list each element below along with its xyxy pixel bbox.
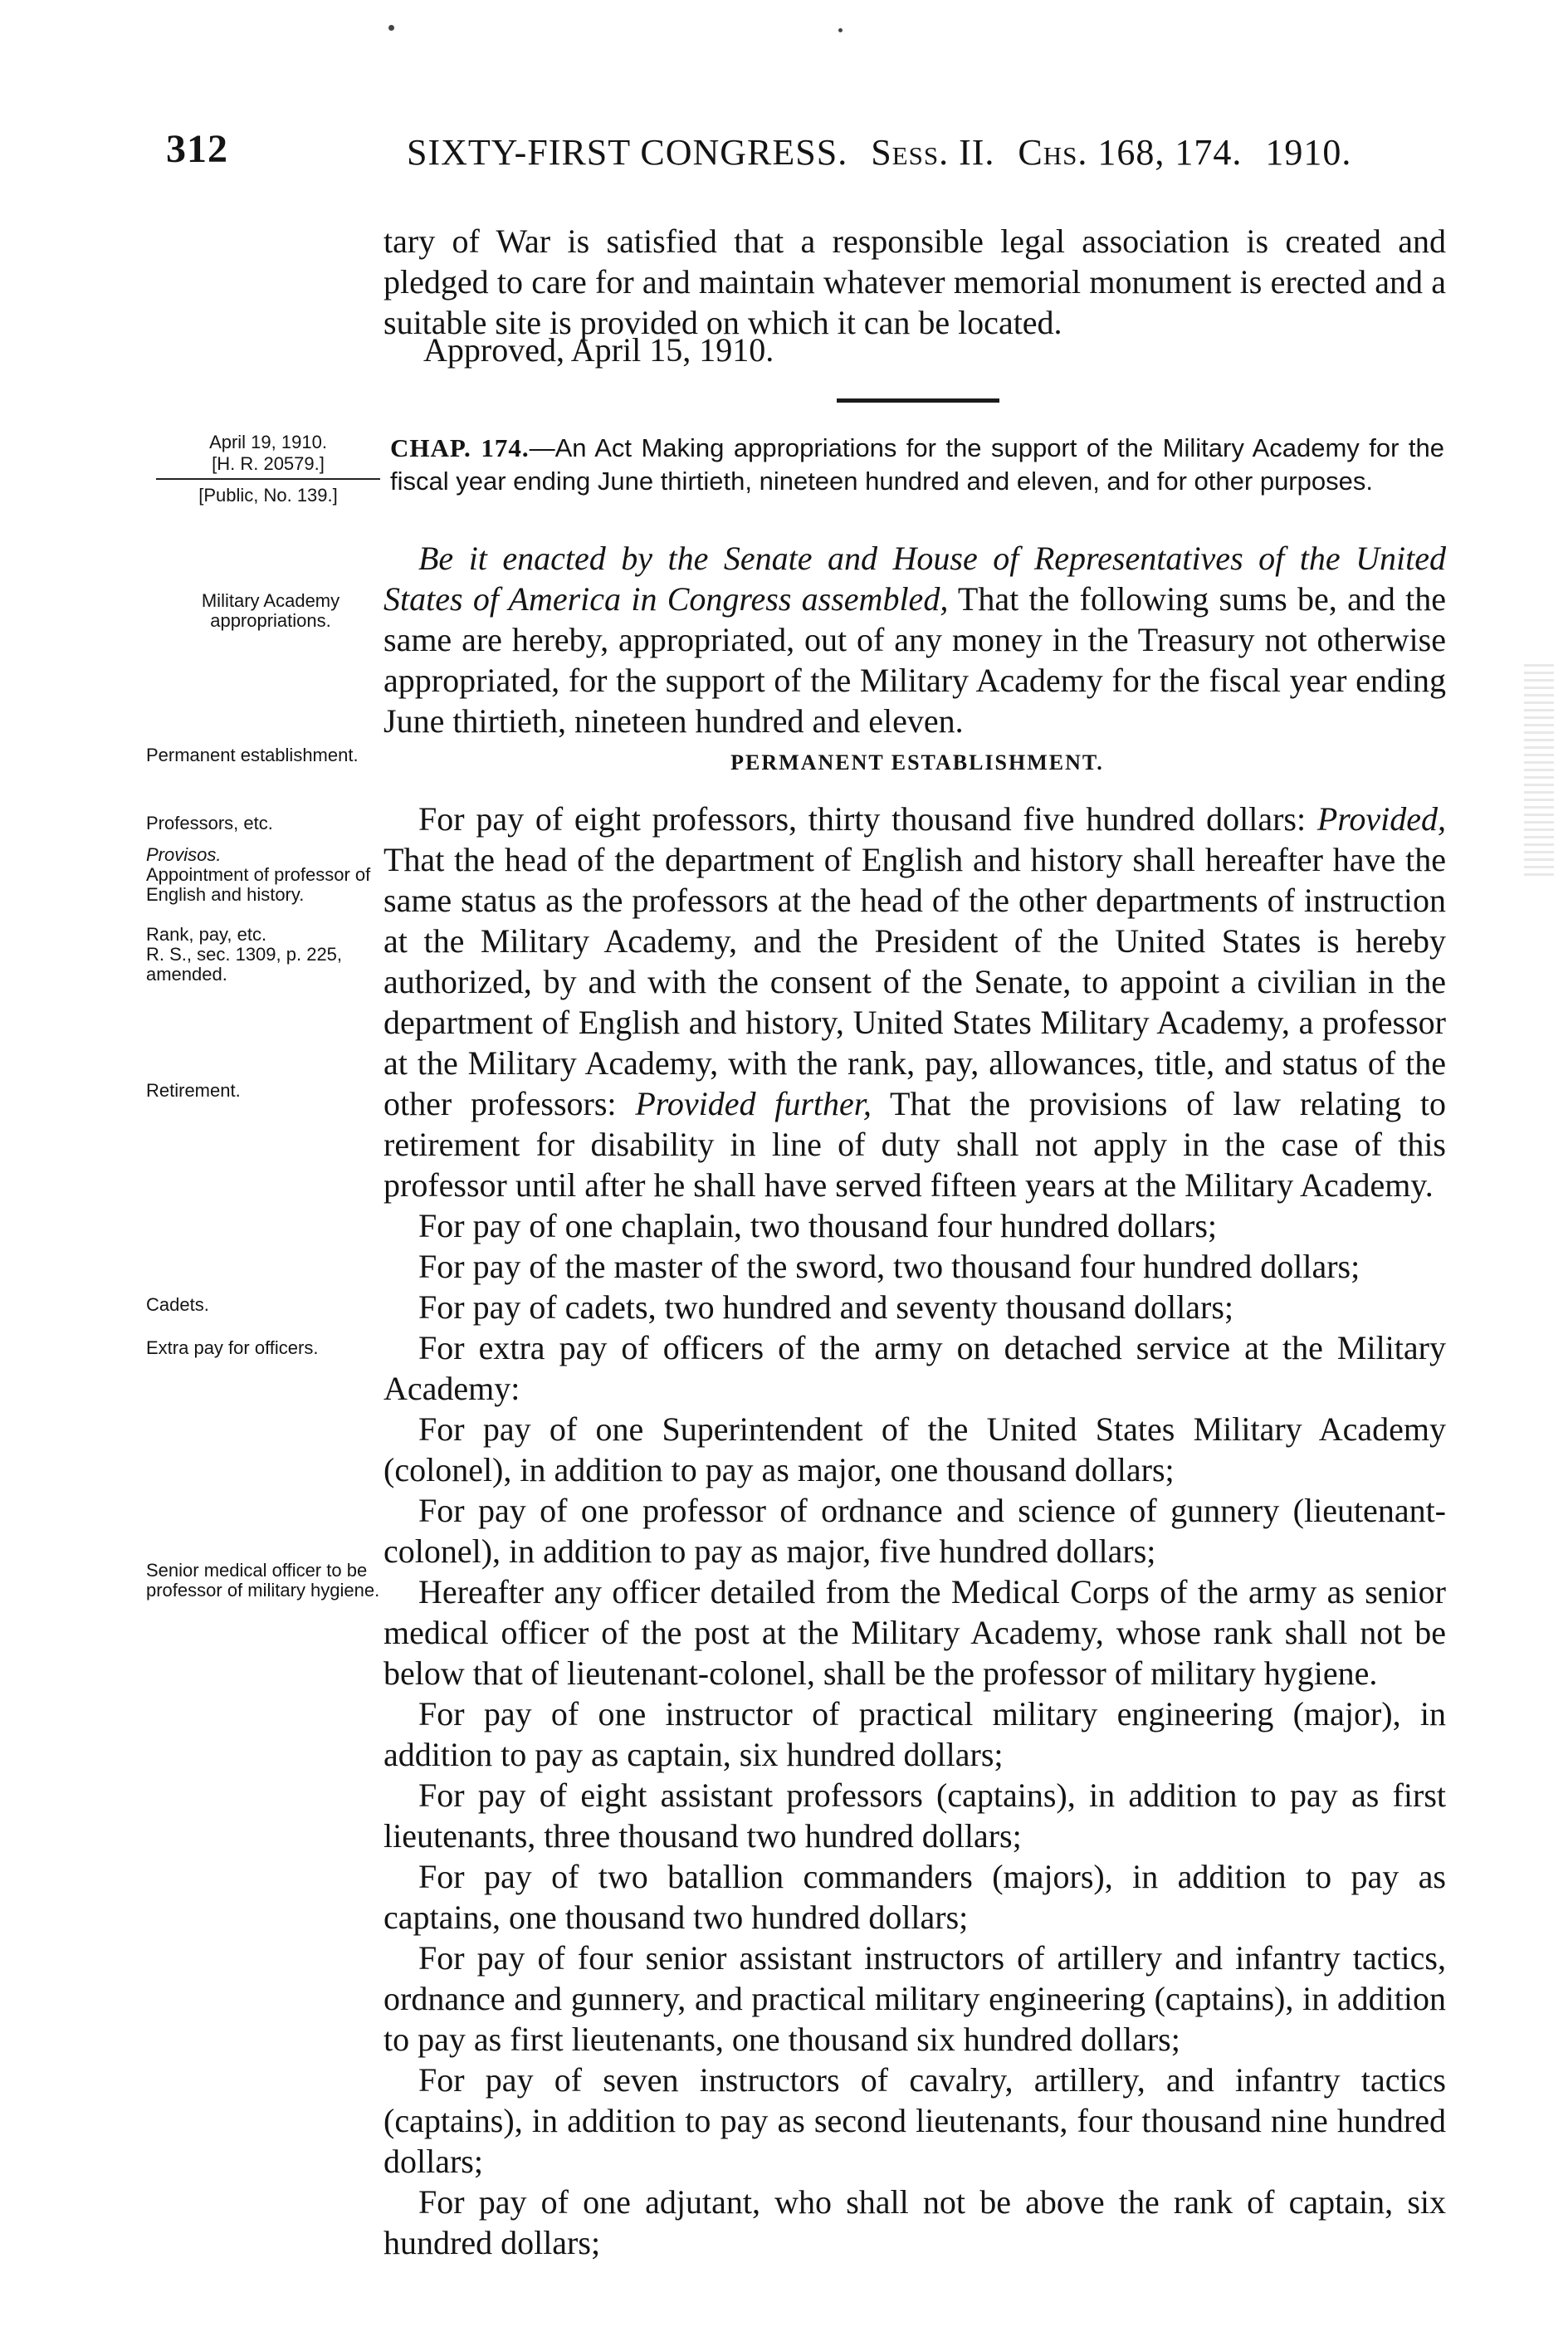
section-heading: PERMANENT ESTABLISHMENT. — [730, 750, 1104, 775]
enactment-date: April 19, 1910. — [209, 432, 327, 452]
congress-title: SIXTY-FIRST CONGRESS. — [407, 132, 848, 173]
running-head — [407, 131, 1444, 173]
chapters: Chs. 168, 174. — [1018, 132, 1243, 173]
margin-professors: Professors, etc. — [146, 813, 273, 833]
margin-rs-amended: R. S., sec. 1309, p. 225, amended. — [146, 944, 343, 985]
bill-number: [H. R. 20579.] — [156, 453, 380, 480]
margin-military-academy: Military Academy appropriations. — [201, 590, 340, 631]
speck-artifact — [388, 25, 394, 31]
continuation-text: tary of War is satisfied that a responsible legal association is created and pledged to care for and maintain whatever memorial monument is erected and a suitable site is provided on which it can be located. — [383, 222, 1446, 341]
enactment-date-block — [156, 432, 380, 506]
paragraph-ordnance-professor: For pay of one professor of ordnance and science of gunnery (lieutenant-colonel), in addition to pay as major, five hundred dollars; — [383, 1492, 1446, 1570]
proviso-provided: Provided, — [1316, 800, 1446, 838]
speck-artifact — [838, 28, 843, 32]
enacting-text: That the following sums be, and the same are hereby, appropriated, out of any money in the Treasury not otherwise appropriated, for the support of the Military Academy for the fiscal year ending June thirtieth, nineteen hundred and eleven. — [383, 580, 1446, 740]
paragraph-senior-instructors: For pay of four senior assistant instructors of artillery and infantry tactics, ordnance and gunnery, and practical military engineering (captains), in addition to pay as first lieutenants, one thousand six hundred dollars; — [383, 1939, 1446, 2058]
paragraph-engineering-instructor: For pay of one instructor of practical military engineering (major), in addition to pay as captain, six hundred dollars; — [383, 1695, 1446, 1773]
session: Sess. II. — [871, 132, 995, 173]
paragraph-assistant-professors: For pay of eight assistant professors (captains), in addition to pay as first lieutenants, three thousand two hundred dollars; — [383, 1777, 1446, 1855]
p1-text-b: That the head of the department of English and history shall hereafter have the same status as the professors at the head of the other departments of instruction at the Military Academy, and the President of the United States is hereby authorized, by and with the consent of the Senate, to appoint a civilian in the department of English and history, United States Military Academy, a professor at the Military Academy, with the rank, pay, allowances, title, and status of the other professors: — [383, 841, 1446, 1122]
margin-extra-pay: Extra pay for officers. — [146, 1337, 319, 1358]
p1-text-c: That the provisions of law relating to retirement for disability in line of duty shall not apply in the case of this professor until after he shall have served fifteen years at the Military Academy. — [383, 1085, 1446, 1204]
paragraph-instructors: For pay of seven instructors of cavalry, artillery, and infantry tactics (captains), in addition to pay as second lieutenants, four thousand nine hundred dollars; — [383, 2061, 1446, 2180]
paragraph-extra-pay: For extra pay of officers of the army on detached service at the Military Academy: — [383, 1329, 1446, 1407]
proviso-provided-further: Provided further, — [635, 1085, 872, 1122]
margin-provisos: Provisos. — [146, 844, 222, 865]
paragraph-superintendent: For pay of one Superintendent of the United States Military Academy (colonel), in addition to pay as major, one thousand dollars; — [383, 1410, 1446, 1488]
paragraph-adjutant: For pay of one adjutant, who shall not be above the rank of captain, six hundred dollars; — [383, 2183, 1446, 2261]
p1-text-a: For pay of eight professors, thirty thousand five hundred dollars: — [418, 800, 1317, 838]
chapter-description: —An Act Making appropriations for the support of the Military Academy for the fiscal year ending June thirtieth, nineteen hundred and eleven, and for other purposes. — [390, 433, 1444, 496]
paragraph-cadets: For pay of cadets, two hundred and seventy thousand dollars; — [418, 1288, 1234, 1326]
margin-retirement: Retirement. — [146, 1080, 241, 1101]
appropriations-body — [383, 799, 1446, 2263]
paragraph-medical-officer: Hereafter any officer detailed from the Medical Corps of the army as senior medical officer of the post at the Military Academy, whose rank shall not be below that of lieutenant-colonel, shall be the professor of military hygiene. — [383, 1573, 1446, 1692]
margin-appointment: Appointment of professor of English and history. — [146, 864, 371, 905]
page-number: 312 — [166, 127, 228, 171]
continuation-paragraph — [383, 221, 1446, 343]
margin-cadets: Cadets. — [146, 1294, 209, 1315]
chapter-title — [390, 432, 1444, 498]
bleed-through-artifact — [1524, 664, 1554, 880]
enacting-clause — [383, 538, 1446, 741]
chapter-label: CHAP. 174. — [390, 433, 530, 462]
margin-permanent: Permanent establishment. — [146, 745, 359, 765]
enacting-formula: Be it enacted by the Senate and House of Representatives of the United States of America in Congress assembled, — [383, 540, 1446, 618]
paragraph-master-of-sword: For pay of the master of the sword, two thousand four hundred dollars; — [418, 1248, 1360, 1285]
paragraph-professors — [383, 799, 1446, 1205]
margin-rank: Rank, pay, etc. — [146, 924, 267, 945]
section-divider — [837, 398, 999, 403]
margin-senior-medical: Senior medical officer to be professor of military hygiene. — [146, 1560, 380, 1601]
paragraph-chaplain: For pay of one chaplain, two thousand four hundred dollars; — [418, 1207, 1218, 1244]
paragraph-batallion-commanders: For pay of two batallion commanders (majors), in addition to pay as captains, one thousand two hundred dollars; — [383, 1858, 1446, 1936]
year: 1910. — [1265, 132, 1352, 173]
public-law-number: [Public, No. 139.] — [198, 485, 338, 506]
approved-line: Approved, April 15, 1910. — [423, 331, 774, 369]
